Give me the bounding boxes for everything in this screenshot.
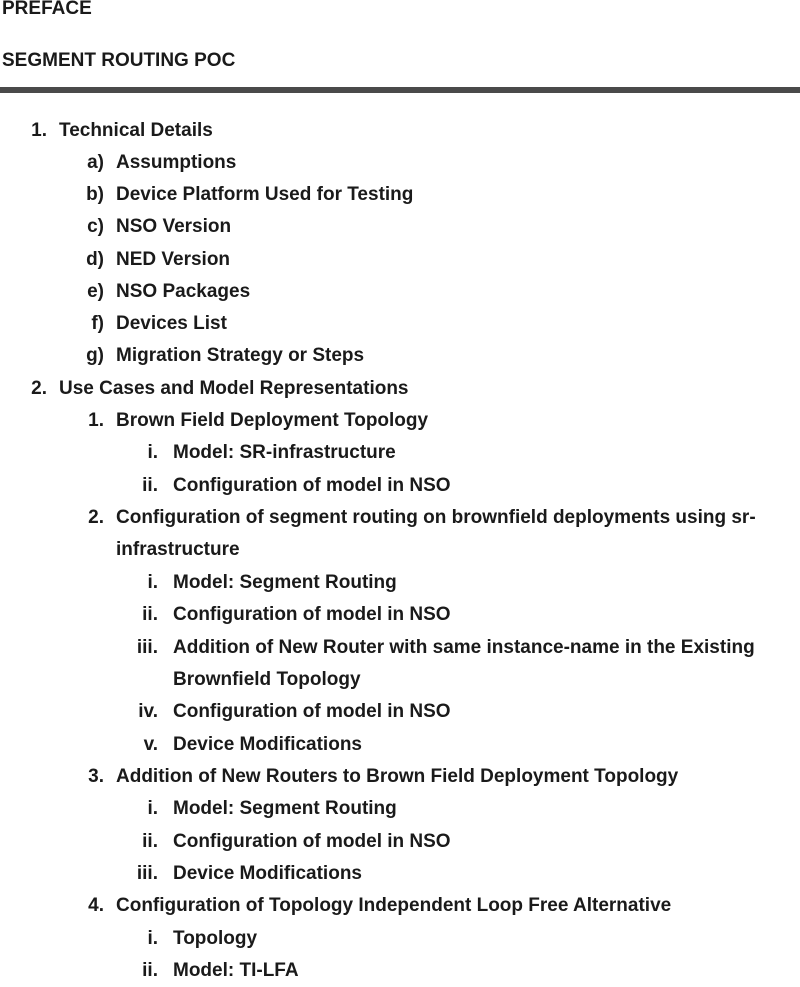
- toc-number: 1.: [88, 410, 104, 431]
- toc-number: i.: [147, 928, 158, 949]
- toc-number: 1.: [31, 120, 47, 141]
- toc-number: i.: [147, 442, 158, 463]
- toc-number: ii.: [142, 475, 158, 496]
- toc-number: f): [91, 313, 104, 334]
- toc-label: Model: Segment Routing: [173, 798, 397, 819]
- preface-heading: PREFACE: [2, 0, 92, 19]
- toc-number: 4.: [88, 895, 104, 916]
- toc-label: Addition of New Router with same instance-name in the Existing: [173, 637, 755, 658]
- toc-label: Brown Field Deployment Topology: [116, 410, 429, 431]
- toc-number: i.: [147, 572, 158, 593]
- toc-number: ii.: [142, 831, 158, 852]
- toc-label: Assumptions: [116, 152, 237, 173]
- toc-number: ii.: [142, 604, 158, 625]
- toc-label: Device Modifications: [173, 863, 362, 884]
- toc-label: Model: SR-infrastructure: [173, 442, 396, 463]
- toc-number: v.: [143, 734, 158, 755]
- toc-number: d): [86, 249, 104, 270]
- document-title: SEGMENT ROUTING POC: [2, 50, 236, 71]
- toc-label: Device Modifications: [173, 734, 362, 755]
- toc-number: c): [87, 216, 104, 237]
- toc-label: Topology: [173, 928, 258, 949]
- toc-label: Configuration of Topology Independent Loop Free Alternative: [116, 895, 672, 916]
- toc-label-continuation: infrastructure: [116, 539, 240, 560]
- toc-number: iii.: [136, 863, 158, 884]
- toc-label: Device Platform Used for Testing: [116, 184, 414, 205]
- toc-number: b): [86, 184, 104, 205]
- toc-number: i.: [147, 798, 158, 819]
- toc-number: ii.: [142, 960, 158, 981]
- toc-number: g): [86, 345, 104, 366]
- toc-number: iii.: [136, 637, 158, 658]
- toc-label: NSO Version: [116, 216, 232, 237]
- toc-number: 3.: [88, 766, 104, 787]
- toc-label: Configuration of model in NSO: [173, 701, 451, 722]
- toc-number: 2.: [31, 378, 47, 399]
- toc-label: Migration Strategy or Steps: [116, 345, 365, 366]
- toc-number: a): [87, 152, 104, 173]
- toc-number: 2.: [88, 507, 104, 528]
- header-divider: [0, 87, 800, 93]
- toc-label: Model: TI-LFA: [173, 960, 299, 981]
- toc-label: Devices List: [116, 313, 227, 334]
- toc-number: iv.: [138, 701, 158, 722]
- toc-label: Configuration of segment routing on brownfield deployments using sr-: [116, 507, 756, 528]
- toc-label: Configuration of model in NSO: [173, 604, 451, 625]
- toc-label-continuation: Brownfield Topology: [173, 669, 361, 690]
- toc-label: Addition of New Routers to Brown Field Deployment Topology: [116, 766, 679, 787]
- toc-label: Configuration of model in NSO: [173, 475, 451, 496]
- toc-label: NSO Packages: [116, 281, 251, 302]
- toc-number: e): [87, 281, 104, 302]
- toc-label: NED Version: [116, 249, 231, 270]
- toc-label: Use Cases and Model Representations: [59, 378, 409, 399]
- toc-label: Model: Segment Routing: [173, 572, 397, 593]
- toc-label: Technical Details: [59, 120, 213, 141]
- toc-label: Configuration of model in NSO: [173, 831, 451, 852]
